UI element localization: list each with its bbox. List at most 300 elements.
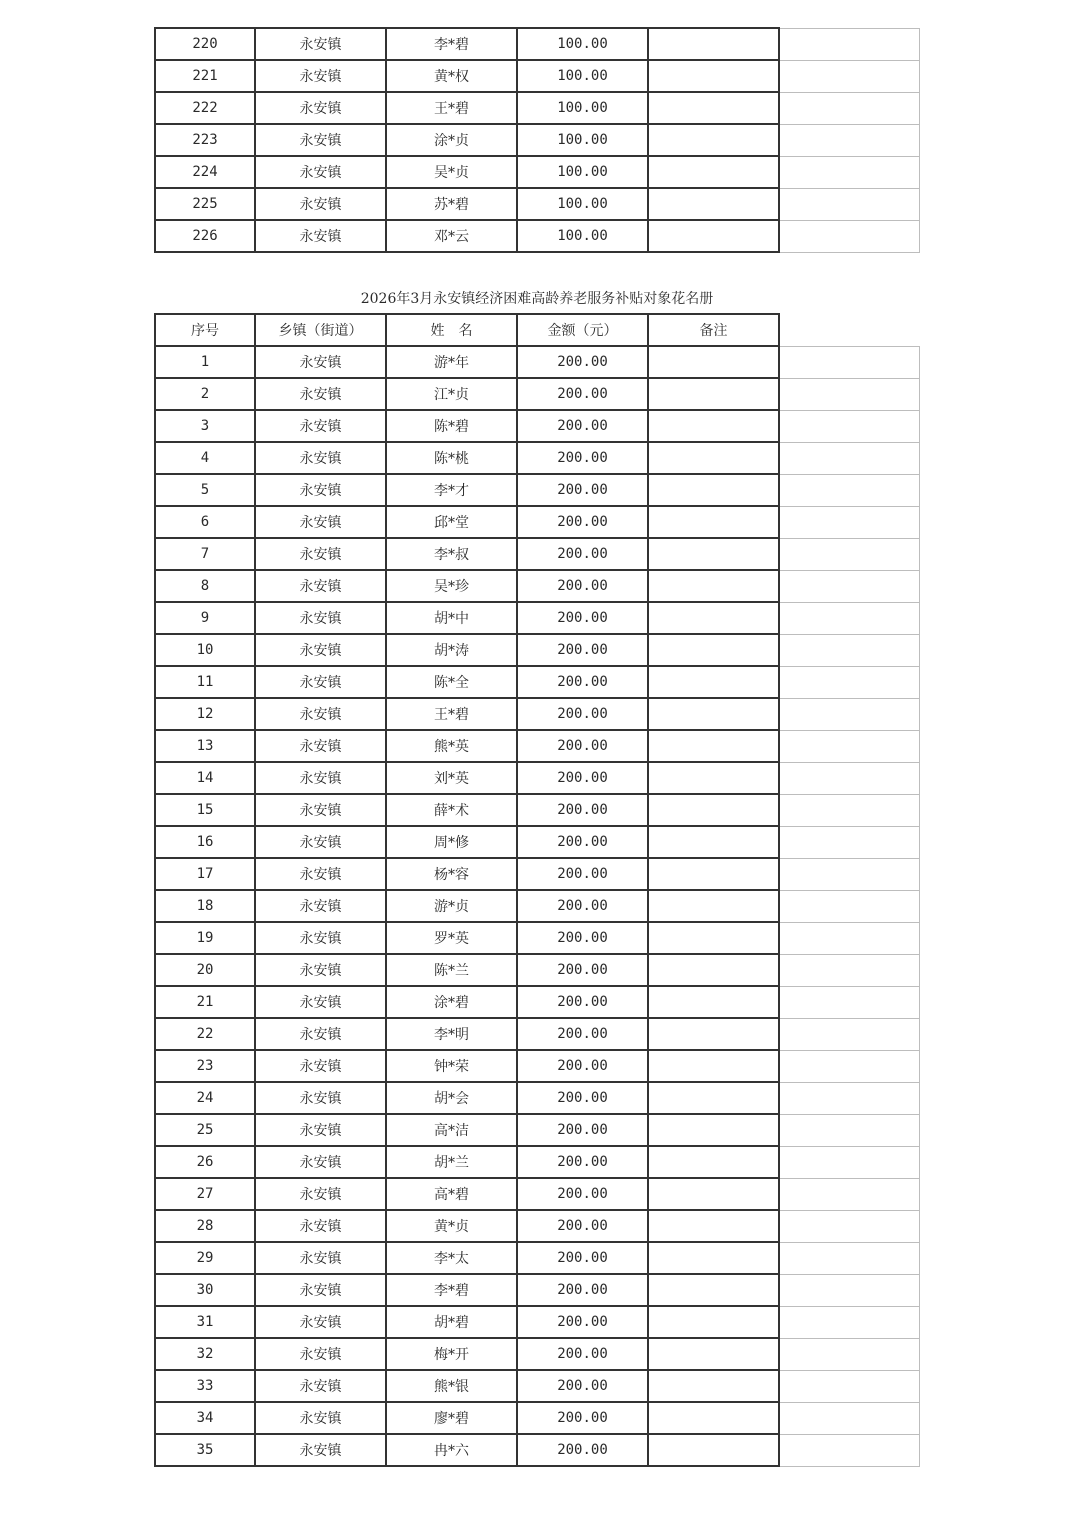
previous-roster-table-body bbox=[155, 28, 919, 252]
town-cell: 永安镇 bbox=[255, 28, 386, 60]
town-cell: 永安镇 bbox=[255, 858, 386, 890]
table-row bbox=[155, 890, 919, 922]
table-row bbox=[155, 602, 919, 634]
empty-extra-cell bbox=[779, 794, 919, 826]
note-cell bbox=[648, 730, 779, 762]
note-cell bbox=[648, 60, 779, 92]
amount-cell: 200.00 bbox=[517, 1338, 648, 1370]
empty-extra-cell bbox=[779, 60, 919, 92]
empty-extra-cell bbox=[779, 506, 919, 538]
name-cell: 游*贞 bbox=[386, 890, 517, 922]
table-row bbox=[155, 442, 919, 474]
empty-extra-cell bbox=[779, 346, 919, 378]
table-row bbox=[155, 1306, 919, 1338]
table-row bbox=[155, 188, 919, 220]
roster-title: 2026年3月永安镇经济困难高龄养老服务补贴对象花名册 bbox=[360, 291, 714, 307]
table-row bbox=[155, 698, 919, 730]
town-cell: 永安镇 bbox=[255, 730, 386, 762]
empty-extra-cell bbox=[779, 1306, 919, 1338]
serial-no-cell: 7 bbox=[155, 538, 255, 570]
name-cell: 薛*术 bbox=[386, 794, 517, 826]
table-row bbox=[155, 666, 919, 698]
amount-cell: 100.00 bbox=[517, 220, 648, 252]
amount-cell: 200.00 bbox=[517, 954, 648, 986]
town-cell: 永安镇 bbox=[255, 1274, 386, 1306]
serial-no-cell: 23 bbox=[155, 1050, 255, 1082]
town-cell: 永安镇 bbox=[255, 1146, 386, 1178]
empty-extra-cell bbox=[779, 1402, 919, 1434]
empty-extra-cell bbox=[779, 858, 919, 890]
serial-no-cell: 18 bbox=[155, 890, 255, 922]
table-row bbox=[155, 954, 919, 986]
roster-table-body bbox=[155, 346, 919, 1466]
table-row bbox=[155, 986, 919, 1018]
serial-no-cell: 3 bbox=[155, 410, 255, 442]
town-cell: 永安镇 bbox=[255, 156, 386, 188]
empty-extra-cell bbox=[779, 188, 919, 220]
serial-no-cell: 223 bbox=[155, 124, 255, 156]
amount-cell: 200.00 bbox=[517, 1370, 648, 1402]
name-cell: 吴*珍 bbox=[386, 570, 517, 602]
serial-no-cell: 15 bbox=[155, 794, 255, 826]
town-cell: 永安镇 bbox=[255, 378, 386, 410]
empty-extra-cell bbox=[779, 28, 919, 60]
name-cell: 李*碧 bbox=[386, 28, 517, 60]
header-town: 乡镇（街道） bbox=[255, 314, 386, 346]
town-cell: 永安镇 bbox=[255, 1018, 386, 1050]
note-cell bbox=[648, 602, 779, 634]
town-cell: 永安镇 bbox=[255, 826, 386, 858]
amount-cell: 200.00 bbox=[517, 858, 648, 890]
town-cell: 永安镇 bbox=[255, 602, 386, 634]
name-cell: 陈*碧 bbox=[386, 410, 517, 442]
note-cell bbox=[648, 124, 779, 156]
empty-extra-cell bbox=[779, 1370, 919, 1402]
note-cell bbox=[648, 1338, 779, 1370]
note-cell bbox=[648, 378, 779, 410]
table-row bbox=[155, 1050, 919, 1082]
serial-no-cell: 30 bbox=[155, 1274, 255, 1306]
header-empty-extra-cell bbox=[779, 314, 919, 346]
table-row bbox=[155, 220, 919, 252]
name-cell: 陈*全 bbox=[386, 666, 517, 698]
empty-extra-cell bbox=[779, 442, 919, 474]
serial-no-cell: 226 bbox=[155, 220, 255, 252]
table-row bbox=[155, 570, 919, 602]
empty-extra-cell bbox=[779, 156, 919, 188]
note-cell bbox=[648, 442, 779, 474]
name-cell: 熊*英 bbox=[386, 730, 517, 762]
name-cell: 王*碧 bbox=[386, 698, 517, 730]
table-row bbox=[155, 346, 919, 378]
note-cell bbox=[648, 890, 779, 922]
amount-cell: 200.00 bbox=[517, 538, 648, 570]
name-cell: 杨*容 bbox=[386, 858, 517, 890]
note-cell bbox=[648, 346, 779, 378]
town-cell: 永安镇 bbox=[255, 1242, 386, 1274]
serial-no-cell: 12 bbox=[155, 698, 255, 730]
name-cell: 黄*贞 bbox=[386, 1210, 517, 1242]
amount-cell: 200.00 bbox=[517, 378, 648, 410]
note-cell bbox=[648, 92, 779, 124]
name-cell: 李*明 bbox=[386, 1018, 517, 1050]
note-cell bbox=[648, 826, 779, 858]
note-cell bbox=[648, 1274, 779, 1306]
empty-extra-cell bbox=[779, 410, 919, 442]
town-cell: 永安镇 bbox=[255, 570, 386, 602]
name-cell: 涂*碧 bbox=[386, 986, 517, 1018]
amount-cell: 200.00 bbox=[517, 986, 648, 1018]
table-row bbox=[155, 858, 919, 890]
serial-no-cell: 17 bbox=[155, 858, 255, 890]
table-row bbox=[155, 1146, 919, 1178]
note-cell bbox=[648, 666, 779, 698]
amount-cell: 200.00 bbox=[517, 1274, 648, 1306]
header-serial-no: 序号 bbox=[155, 314, 255, 346]
name-cell: 廖*碧 bbox=[386, 1402, 517, 1434]
name-cell: 罗*英 bbox=[386, 922, 517, 954]
town-cell: 永安镇 bbox=[255, 794, 386, 826]
serial-no-cell: 19 bbox=[155, 922, 255, 954]
serial-no-cell: 11 bbox=[155, 666, 255, 698]
name-cell: 刘*英 bbox=[386, 762, 517, 794]
amount-cell: 200.00 bbox=[517, 1114, 648, 1146]
roster-table bbox=[154, 313, 920, 1467]
empty-extra-cell bbox=[779, 826, 919, 858]
table-row bbox=[155, 1338, 919, 1370]
table-row bbox=[155, 1018, 919, 1050]
name-cell: 胡*碧 bbox=[386, 1306, 517, 1338]
name-cell: 邓*云 bbox=[386, 220, 517, 252]
amount-cell: 200.00 bbox=[517, 1018, 648, 1050]
table-row bbox=[155, 538, 919, 570]
empty-extra-cell bbox=[779, 220, 919, 252]
empty-extra-cell bbox=[779, 92, 919, 124]
amount-cell: 200.00 bbox=[517, 1434, 648, 1466]
empty-extra-cell bbox=[779, 1434, 919, 1466]
note-cell bbox=[648, 1402, 779, 1434]
note-cell bbox=[648, 1178, 779, 1210]
note-cell bbox=[648, 1210, 779, 1242]
amount-cell: 100.00 bbox=[517, 124, 648, 156]
town-cell: 永安镇 bbox=[255, 890, 386, 922]
amount-cell: 200.00 bbox=[517, 346, 648, 378]
empty-extra-cell bbox=[779, 474, 919, 506]
table-row bbox=[155, 60, 919, 92]
amount-cell: 200.00 bbox=[517, 570, 648, 602]
town-cell: 永安镇 bbox=[255, 92, 386, 124]
town-cell: 永安镇 bbox=[255, 124, 386, 156]
table-row bbox=[155, 762, 919, 794]
serial-no-cell: 2 bbox=[155, 378, 255, 410]
empty-extra-cell bbox=[779, 698, 919, 730]
town-cell: 永安镇 bbox=[255, 986, 386, 1018]
town-cell: 永安镇 bbox=[255, 1050, 386, 1082]
note-cell bbox=[648, 1242, 779, 1274]
town-cell: 永安镇 bbox=[255, 188, 386, 220]
serial-no-cell: 221 bbox=[155, 60, 255, 92]
name-cell: 王*碧 bbox=[386, 92, 517, 124]
amount-cell: 200.00 bbox=[517, 698, 648, 730]
name-cell: 梅*开 bbox=[386, 1338, 517, 1370]
town-cell: 永安镇 bbox=[255, 1178, 386, 1210]
town-cell: 永安镇 bbox=[255, 1370, 386, 1402]
amount-cell: 200.00 bbox=[517, 1082, 648, 1114]
empty-extra-cell bbox=[779, 1178, 919, 1210]
town-cell: 永安镇 bbox=[255, 474, 386, 506]
empty-extra-cell bbox=[779, 124, 919, 156]
note-cell bbox=[648, 762, 779, 794]
empty-extra-cell bbox=[779, 730, 919, 762]
empty-extra-cell bbox=[779, 890, 919, 922]
serial-no-cell: 1 bbox=[155, 346, 255, 378]
table-row bbox=[155, 1242, 919, 1274]
table-row bbox=[155, 730, 919, 762]
note-cell bbox=[648, 1082, 779, 1114]
serial-no-cell: 28 bbox=[155, 1210, 255, 1242]
serial-no-cell: 27 bbox=[155, 1178, 255, 1210]
table-row bbox=[155, 156, 919, 188]
town-cell: 永安镇 bbox=[255, 506, 386, 538]
empty-extra-cell bbox=[779, 1274, 919, 1306]
table-row bbox=[155, 124, 919, 156]
note-cell bbox=[648, 922, 779, 954]
note-cell bbox=[648, 474, 779, 506]
empty-extra-cell bbox=[779, 762, 919, 794]
name-cell: 苏*碧 bbox=[386, 188, 517, 220]
table-row bbox=[155, 1274, 919, 1306]
name-cell: 胡*兰 bbox=[386, 1146, 517, 1178]
amount-cell: 200.00 bbox=[517, 1178, 648, 1210]
serial-no-cell: 9 bbox=[155, 602, 255, 634]
note-cell bbox=[648, 1434, 779, 1466]
empty-extra-cell bbox=[779, 602, 919, 634]
note-cell bbox=[648, 28, 779, 60]
name-cell: 钟*荣 bbox=[386, 1050, 517, 1082]
name-cell: 涂*贞 bbox=[386, 124, 517, 156]
empty-extra-cell bbox=[779, 986, 919, 1018]
note-cell bbox=[648, 1146, 779, 1178]
town-cell: 永安镇 bbox=[255, 762, 386, 794]
empty-extra-cell bbox=[779, 1018, 919, 1050]
note-cell bbox=[648, 986, 779, 1018]
town-cell: 永安镇 bbox=[255, 346, 386, 378]
empty-extra-cell bbox=[779, 1210, 919, 1242]
amount-cell: 200.00 bbox=[517, 1050, 648, 1082]
note-cell bbox=[648, 220, 779, 252]
name-cell: 熊*银 bbox=[386, 1370, 517, 1402]
amount-cell: 200.00 bbox=[517, 762, 648, 794]
serial-no-cell: 10 bbox=[155, 634, 255, 666]
name-cell: 陈*桃 bbox=[386, 442, 517, 474]
town-cell: 永安镇 bbox=[255, 1114, 386, 1146]
note-cell bbox=[648, 1018, 779, 1050]
amount-cell: 200.00 bbox=[517, 474, 648, 506]
table-row bbox=[155, 1402, 919, 1434]
name-cell: 胡*中 bbox=[386, 602, 517, 634]
previous-roster-table-continuation bbox=[154, 27, 920, 253]
note-cell bbox=[648, 954, 779, 986]
town-cell: 永安镇 bbox=[255, 60, 386, 92]
table-row bbox=[155, 1370, 919, 1402]
note-cell bbox=[648, 1050, 779, 1082]
header-name: 姓 名 bbox=[386, 314, 517, 346]
amount-cell: 200.00 bbox=[517, 794, 648, 826]
note-cell bbox=[648, 1306, 779, 1338]
amount-cell: 200.00 bbox=[517, 442, 648, 474]
table-row bbox=[155, 634, 919, 666]
town-cell: 永安镇 bbox=[255, 1082, 386, 1114]
empty-extra-cell bbox=[779, 666, 919, 698]
amount-cell: 200.00 bbox=[517, 506, 648, 538]
amount-cell: 200.00 bbox=[517, 826, 648, 858]
note-cell bbox=[648, 1114, 779, 1146]
serial-no-cell: 29 bbox=[155, 1242, 255, 1274]
table-row bbox=[155, 922, 919, 954]
serial-no-cell: 4 bbox=[155, 442, 255, 474]
town-cell: 永安镇 bbox=[255, 1338, 386, 1370]
amount-cell: 200.00 bbox=[517, 602, 648, 634]
name-cell: 李*叔 bbox=[386, 538, 517, 570]
town-cell: 永安镇 bbox=[255, 634, 386, 666]
town-cell: 永安镇 bbox=[255, 1434, 386, 1466]
serial-no-cell: 13 bbox=[155, 730, 255, 762]
serial-no-cell: 8 bbox=[155, 570, 255, 602]
serial-no-cell: 5 bbox=[155, 474, 255, 506]
town-cell: 永安镇 bbox=[255, 220, 386, 252]
amount-cell: 200.00 bbox=[517, 1402, 648, 1434]
name-cell: 江*贞 bbox=[386, 378, 517, 410]
amount-cell: 200.00 bbox=[517, 730, 648, 762]
note-cell bbox=[648, 858, 779, 890]
serial-no-cell: 32 bbox=[155, 1338, 255, 1370]
table-row bbox=[155, 794, 919, 826]
name-cell: 高*碧 bbox=[386, 1178, 517, 1210]
serial-no-cell: 25 bbox=[155, 1114, 255, 1146]
roster-header-row bbox=[155, 314, 919, 346]
town-cell: 永安镇 bbox=[255, 954, 386, 986]
empty-extra-cell bbox=[779, 538, 919, 570]
empty-extra-cell bbox=[779, 634, 919, 666]
name-cell: 李*太 bbox=[386, 1242, 517, 1274]
name-cell: 李*碧 bbox=[386, 1274, 517, 1306]
name-cell: 吴*贞 bbox=[386, 156, 517, 188]
table-row bbox=[155, 92, 919, 124]
name-cell: 李*才 bbox=[386, 474, 517, 506]
note-cell bbox=[648, 410, 779, 442]
table-row bbox=[155, 410, 919, 442]
note-cell bbox=[648, 570, 779, 602]
serial-no-cell: 20 bbox=[155, 954, 255, 986]
name-cell: 陈*兰 bbox=[386, 954, 517, 986]
note-cell bbox=[648, 634, 779, 666]
table-row bbox=[155, 826, 919, 858]
empty-extra-cell bbox=[779, 1338, 919, 1370]
name-cell: 胡*涛 bbox=[386, 634, 517, 666]
name-cell: 冉*六 bbox=[386, 1434, 517, 1466]
empty-extra-cell bbox=[779, 1082, 919, 1114]
note-cell bbox=[648, 698, 779, 730]
empty-extra-cell bbox=[779, 1146, 919, 1178]
town-cell: 永安镇 bbox=[255, 666, 386, 698]
amount-cell: 100.00 bbox=[517, 60, 648, 92]
note-cell bbox=[648, 794, 779, 826]
serial-no-cell: 222 bbox=[155, 92, 255, 124]
note-cell bbox=[648, 538, 779, 570]
serial-no-cell: 16 bbox=[155, 826, 255, 858]
table-row bbox=[155, 506, 919, 538]
amount-cell: 100.00 bbox=[517, 28, 648, 60]
empty-extra-cell bbox=[779, 1050, 919, 1082]
serial-no-cell: 6 bbox=[155, 506, 255, 538]
serial-no-cell: 34 bbox=[155, 1402, 255, 1434]
header-amount: 金额（元） bbox=[517, 314, 648, 346]
serial-no-cell: 33 bbox=[155, 1370, 255, 1402]
town-cell: 永安镇 bbox=[255, 1402, 386, 1434]
name-cell: 高*洁 bbox=[386, 1114, 517, 1146]
name-cell: 游*年 bbox=[386, 346, 517, 378]
amount-cell: 200.00 bbox=[517, 634, 648, 666]
empty-extra-cell bbox=[779, 954, 919, 986]
amount-cell: 200.00 bbox=[517, 1306, 648, 1338]
name-cell: 胡*会 bbox=[386, 1082, 517, 1114]
serial-no-cell: 35 bbox=[155, 1434, 255, 1466]
amount-cell: 200.00 bbox=[517, 1146, 648, 1178]
amount-cell: 100.00 bbox=[517, 92, 648, 124]
name-cell: 周*修 bbox=[386, 826, 517, 858]
town-cell: 永安镇 bbox=[255, 538, 386, 570]
note-cell bbox=[648, 506, 779, 538]
empty-extra-cell bbox=[779, 1242, 919, 1274]
note-cell bbox=[648, 1370, 779, 1402]
serial-no-cell: 14 bbox=[155, 762, 255, 794]
town-cell: 永安镇 bbox=[255, 410, 386, 442]
table-row bbox=[155, 378, 919, 410]
town-cell: 永安镇 bbox=[255, 1306, 386, 1338]
header-note: 备注 bbox=[648, 314, 779, 346]
empty-extra-cell bbox=[779, 1114, 919, 1146]
amount-cell: 200.00 bbox=[517, 890, 648, 922]
town-cell: 永安镇 bbox=[255, 1210, 386, 1242]
town-cell: 永安镇 bbox=[255, 442, 386, 474]
note-cell bbox=[648, 188, 779, 220]
amount-cell: 200.00 bbox=[517, 1242, 648, 1274]
name-cell: 邱*堂 bbox=[386, 506, 517, 538]
town-cell: 永安镇 bbox=[255, 698, 386, 730]
table-row bbox=[155, 28, 919, 60]
serial-no-cell: 26 bbox=[155, 1146, 255, 1178]
serial-no-cell: 31 bbox=[155, 1306, 255, 1338]
town-cell: 永安镇 bbox=[255, 922, 386, 954]
amount-cell: 200.00 bbox=[517, 666, 648, 698]
serial-no-cell: 24 bbox=[155, 1082, 255, 1114]
amount-cell: 200.00 bbox=[517, 410, 648, 442]
serial-no-cell: 220 bbox=[155, 28, 255, 60]
empty-extra-cell bbox=[779, 922, 919, 954]
amount-cell: 200.00 bbox=[517, 1210, 648, 1242]
serial-no-cell: 22 bbox=[155, 1018, 255, 1050]
name-cell: 黄*权 bbox=[386, 60, 517, 92]
table-row bbox=[155, 1114, 919, 1146]
table-row bbox=[155, 474, 919, 506]
empty-extra-cell bbox=[779, 570, 919, 602]
amount-cell: 100.00 bbox=[517, 188, 648, 220]
amount-cell: 200.00 bbox=[517, 922, 648, 954]
table-row bbox=[155, 1210, 919, 1242]
serial-no-cell: 21 bbox=[155, 986, 255, 1018]
serial-no-cell: 224 bbox=[155, 156, 255, 188]
amount-cell: 100.00 bbox=[517, 156, 648, 188]
